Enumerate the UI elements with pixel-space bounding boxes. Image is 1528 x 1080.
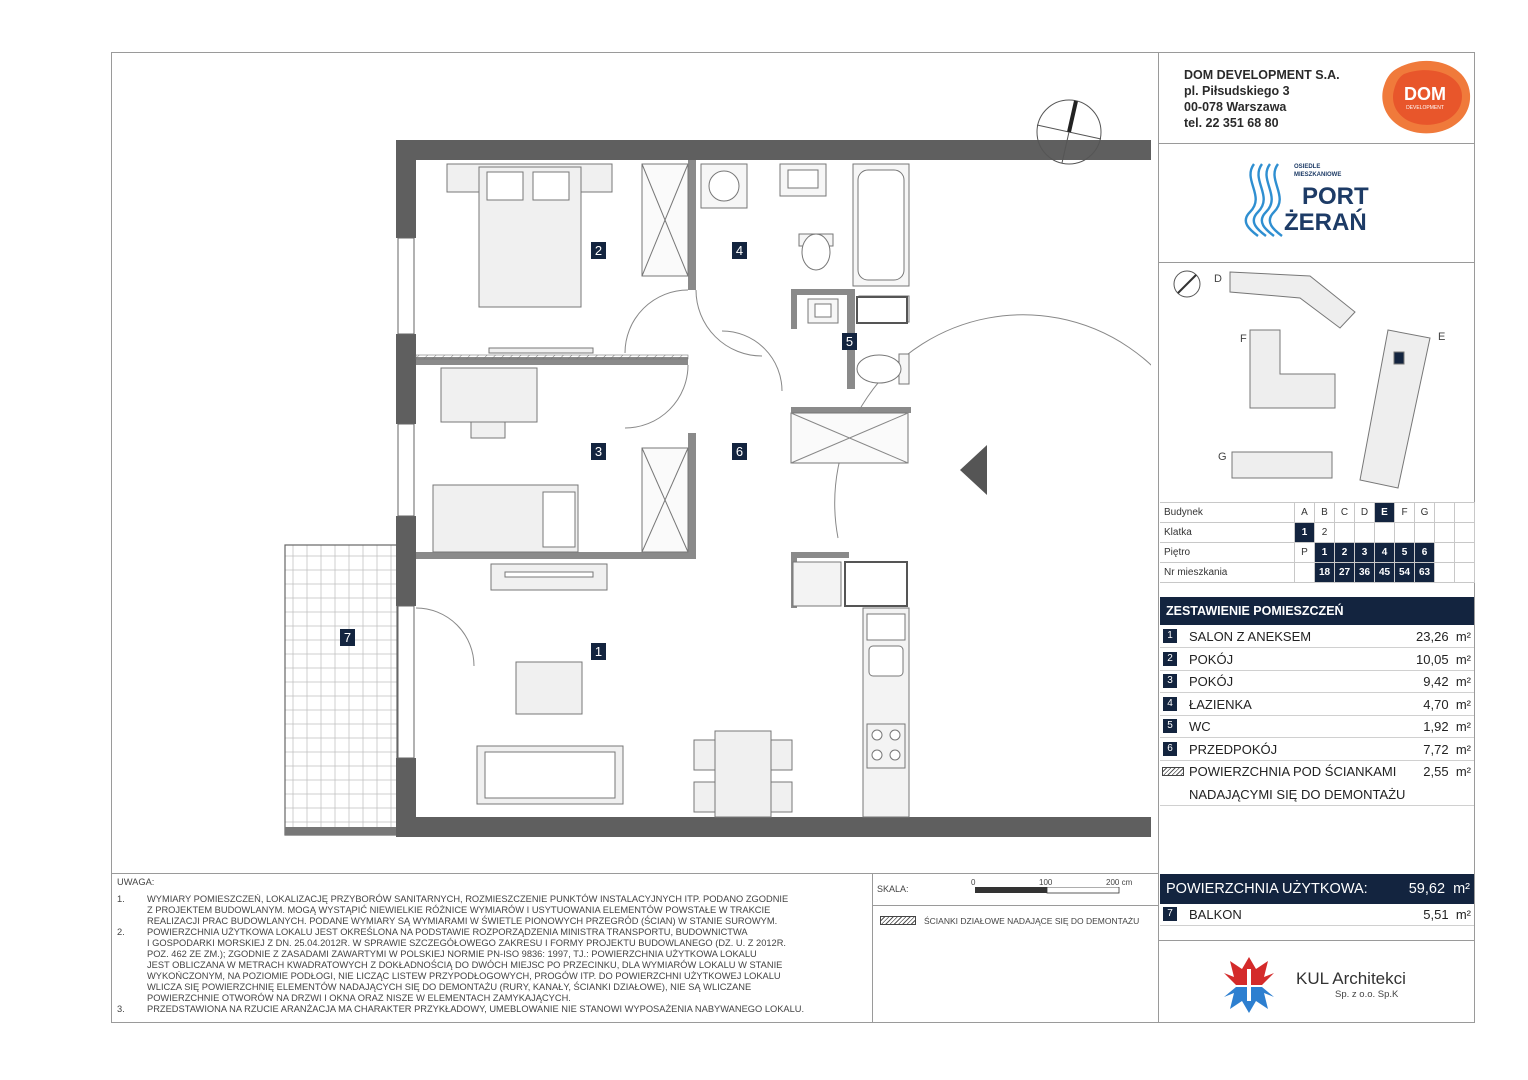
location-cell bbox=[1435, 523, 1455, 543]
room-num: 1 bbox=[1163, 629, 1177, 643]
site-label-g: G bbox=[1218, 451, 1227, 463]
location-cell: 63 bbox=[1415, 563, 1435, 583]
note-item bbox=[117, 927, 869, 1004]
room-area: 9,42 m² bbox=[1423, 674, 1471, 689]
location-row-label: Budynek bbox=[1160, 503, 1295, 523]
balcony-area bbox=[285, 545, 397, 835]
kul-architekci-logo bbox=[1222, 955, 1276, 1015]
site-label-f: F bbox=[1240, 333, 1247, 345]
location-cell bbox=[1415, 523, 1435, 543]
location-cell: 36 bbox=[1355, 563, 1375, 583]
dom-logo-sub: DEVELOPMENT bbox=[1406, 105, 1444, 111]
location-cell: 18 bbox=[1315, 563, 1335, 583]
room-row bbox=[1160, 716, 1474, 738]
location-row-label: Nr mieszkania bbox=[1160, 563, 1295, 583]
note-line: I GOSPODARKI MORSKIEJ Z DN. 25.04.2012R. W SPRAWIE SZCZEGÓŁOWEGO ZAKRESU I FORMY PROJEKTU BUDOWLANEGO (DZ. U. Z 2012R. bbox=[147, 938, 787, 948]
room-num: 5 bbox=[1163, 719, 1177, 733]
location-cell: F bbox=[1395, 503, 1415, 523]
location-cell: 2 bbox=[1315, 523, 1335, 543]
architect-name: KUL Architekci bbox=[1296, 969, 1406, 988]
company-city: 00-078 Warszawa bbox=[1184, 100, 1287, 114]
location-cell bbox=[1395, 523, 1415, 543]
balcony-num: 7 bbox=[1163, 907, 1177, 921]
location-cell bbox=[1375, 523, 1395, 543]
note-line: WYKOŃCZONYM, NA POZIOMIE PODŁOGI, NIE LICZĄC LISTEW PRZYPODŁOGOWYCH, PROGÓW ITP. DO POWIERZCHNI UŻYTKOWEJ LOKALU bbox=[147, 971, 781, 981]
location-cell: P bbox=[1295, 543, 1315, 563]
walls-label-line1: POWIERZCHNIA POD ŚCIANKAMI bbox=[1189, 764, 1397, 779]
note-number: 1. bbox=[117, 894, 125, 904]
location-cell: G bbox=[1415, 503, 1435, 523]
notes-block bbox=[117, 877, 869, 1015]
note-item bbox=[117, 1004, 869, 1015]
location-row bbox=[1160, 563, 1475, 583]
room-num: 3 bbox=[1163, 674, 1177, 688]
floor-plan bbox=[111, 52, 1151, 872]
location-cell: C bbox=[1335, 503, 1355, 523]
scale-bar bbox=[975, 887, 1145, 901]
note-line: POWIERZCHNIE OTWORÓW NA DRZWI I OKNA ORAZ NISZE W ELEMENTACH ZAMYKAJĄCYCH. bbox=[147, 993, 571, 1003]
estate-name2: ŻERAŃ bbox=[1284, 209, 1367, 236]
note-line: POWIERZCHNIA UŻYTKOWA LOKALU JEST OKREŚLONA NA PODSTAWIE ROZPORZĄDZENIA MINISTRA TRANSPORTU, BUDOWNICTWA bbox=[147, 927, 748, 937]
location-row-label: Klatka bbox=[1160, 523, 1295, 543]
site-compass-icon bbox=[1174, 271, 1200, 297]
room-num: 4 bbox=[1163, 697, 1177, 711]
company-phone: tel. 22 351 68 80 bbox=[1184, 116, 1279, 130]
company-street: pl. Piłsudskiego 3 bbox=[1184, 84, 1290, 98]
walls-area: 2,55 m² bbox=[1423, 764, 1471, 779]
location-cell bbox=[1455, 543, 1475, 563]
room-label-6: 6 bbox=[735, 444, 744, 459]
note-line: Z PROJEKTEM BUDOWLANYM. MOGĄ WYSTĄPIĆ NIEWIELKIE RÓŻNICE WYMIARÓW I USYTUOWANIA ELEMENTÓW POWSTAŁE W TRAKCIE bbox=[147, 905, 771, 915]
walls-legend-text: ŚCIANKI DZIAŁOWE NADAJĄCE SIĘ DO DEMONTAŻU bbox=[924, 916, 1140, 926]
room-label-3: 3 bbox=[594, 444, 603, 459]
total-label: POWIERZCHNIA UŻYTKOWA: bbox=[1166, 881, 1368, 897]
scale-tick-100: 100 bbox=[1039, 878, 1053, 887]
location-cell: A bbox=[1295, 503, 1315, 523]
location-row bbox=[1160, 503, 1475, 523]
estate-line2: MIESZKANIOWE bbox=[1294, 172, 1342, 178]
location-cell: 6 bbox=[1415, 543, 1435, 563]
location-cell bbox=[1455, 503, 1475, 523]
divider-vertical bbox=[1158, 52, 1159, 1023]
note-line: WYMIARY POMIESZCZEŃ, LOKALIZACJĘ PRZYBORÓW SANITARNYCH, ROZMIESZCZENIE PUNKTÓW INSTALACYJNYCH ITP. PODANO ZGODNIE bbox=[147, 894, 789, 904]
estate-name1: PORT bbox=[1302, 183, 1369, 210]
location-row-label: Piętro bbox=[1160, 543, 1295, 563]
note-line: POZ. 462 ZE ZM.); ZGODNIE Z ZASADAMI ZAWARTYMI W POLSKIEJ NORMIE PN-ISO 9836: 1997, TJ.: POWIERZCHNIA UŻYTKOWA LOKALU bbox=[147, 949, 757, 959]
room-name: PRZEDPOKÓJ bbox=[1189, 741, 1278, 757]
note-number: 3. bbox=[117, 1004, 125, 1014]
notes-heading: UWAGA: bbox=[117, 877, 155, 887]
location-cell bbox=[1455, 523, 1475, 543]
location-table bbox=[1160, 502, 1475, 583]
total-area-row bbox=[1160, 874, 1474, 904]
hatch-swatch bbox=[1162, 767, 1184, 776]
room-label-7: 7 bbox=[343, 630, 352, 645]
room-area: 10,05 m² bbox=[1416, 651, 1471, 667]
divider-legend bbox=[872, 905, 1158, 906]
location-cell: 1 bbox=[1315, 543, 1335, 563]
walls-legend-swatch bbox=[880, 916, 916, 925]
rooms-heading: ZESTAWIENIE POMIESZCZEŃ bbox=[1160, 597, 1474, 625]
location-cell bbox=[1335, 523, 1355, 543]
divider-header bbox=[1158, 143, 1475, 144]
dom-development-logo bbox=[1378, 58, 1472, 136]
room-num: 2 bbox=[1163, 652, 1177, 666]
location-row bbox=[1160, 523, 1475, 543]
balcony-row bbox=[1160, 904, 1474, 926]
room-labels bbox=[340, 242, 857, 660]
site-label-d: D bbox=[1214, 273, 1222, 285]
room-row bbox=[1160, 649, 1474, 671]
location-cell bbox=[1435, 543, 1455, 563]
room-name: WC bbox=[1189, 719, 1211, 734]
note-line: PRZEDSTAWIONA NA RZUCIE ARANŻACJA MA CHARAKTER PRZYKŁADOWY, UMEBLOWANIE NIE STANOWI WYPOSAŻENIA NABYWANEGO LOKALU. bbox=[147, 1004, 805, 1014]
total-area: 59,62 m² bbox=[1408, 881, 1470, 897]
location-cell: 54 bbox=[1395, 563, 1415, 583]
location-cell: B bbox=[1315, 503, 1335, 523]
note-number: 2. bbox=[117, 927, 125, 937]
port-zeran-logo bbox=[1240, 160, 1400, 240]
room-num: 6 bbox=[1163, 742, 1177, 756]
location-cell: 4 bbox=[1375, 543, 1395, 563]
note-line: REALIZACJI PRAC BUDOWLANYCH. PODANE WYMIARY SĄ WYMIARAMI W ŚWIETLE PIONOWYCH PRZEGRÓD (ŚCIAN) W STANIE SUROWYM. bbox=[147, 916, 778, 926]
site-label-e: E bbox=[1438, 331, 1446, 343]
room-name: POKÓJ bbox=[1189, 651, 1234, 667]
divider-scale bbox=[872, 873, 873, 1023]
location-cell: D bbox=[1355, 503, 1375, 523]
walls-row bbox=[1160, 761, 1474, 783]
location-cell: 3 bbox=[1355, 543, 1375, 563]
room-label-5: 5 bbox=[845, 334, 854, 349]
room-area: 4,70 m² bbox=[1423, 696, 1471, 712]
room-name: ŁAZIENKA bbox=[1189, 696, 1252, 712]
site-map bbox=[1160, 262, 1474, 498]
location-cell bbox=[1435, 503, 1455, 523]
scale-tick-200: 200 cm bbox=[1106, 878, 1133, 887]
location-cell bbox=[1435, 563, 1455, 583]
room-row bbox=[1160, 671, 1474, 693]
location-cell: 2 bbox=[1335, 543, 1355, 563]
company-name: DOM DEVELOPMENT S.A. bbox=[1184, 68, 1340, 82]
room-row bbox=[1160, 739, 1474, 761]
room-area: 7,72 m² bbox=[1423, 741, 1471, 757]
note-item bbox=[117, 894, 869, 927]
estate-line1: OSIEDLE bbox=[1294, 164, 1321, 170]
dom-logo-text: DOM bbox=[1404, 84, 1446, 104]
divider-notes bbox=[111, 873, 1158, 874]
room-row bbox=[1160, 626, 1474, 648]
location-cell bbox=[1455, 563, 1475, 583]
scale-tick-0: 0 bbox=[971, 878, 976, 887]
room-label-4: 4 bbox=[735, 243, 744, 258]
location-cell bbox=[1295, 563, 1315, 583]
location-cell: 45 bbox=[1375, 563, 1395, 583]
room-area: 23,26 m² bbox=[1416, 629, 1471, 644]
room-name: POKÓJ bbox=[1189, 674, 1234, 689]
company-info bbox=[1184, 67, 1340, 131]
room-row bbox=[1160, 694, 1474, 716]
architect-sub: Sp. z o.o. Sp.K bbox=[1335, 989, 1399, 1000]
room-label-2: 2 bbox=[594, 243, 603, 258]
location-cell: E bbox=[1375, 503, 1395, 523]
scale-label: SKALA: bbox=[877, 884, 909, 894]
location-row bbox=[1160, 543, 1475, 563]
walls-row-line2 bbox=[1160, 784, 1474, 806]
location-cell: 1 bbox=[1295, 523, 1315, 543]
location-cell: 27 bbox=[1335, 563, 1355, 583]
location-cell: 5 bbox=[1395, 543, 1415, 563]
balcony-name: BALKON bbox=[1189, 907, 1242, 922]
room-area: 1,92 m² bbox=[1423, 719, 1471, 734]
walls-label-line2: NADAJĄCYMI SIĘ DO DEMONTAŻU bbox=[1189, 787, 1406, 802]
room-name: SALON Z ANEKSEM bbox=[1189, 629, 1312, 644]
note-line: WLICZA SIĘ POWIERZCHNIĘ ELEMENTÓW NADAJĄCYCH SIĘ DO DEMONTAŻU (RURY, KANAŁY, ŚCIANKI DZIAŁOWE), NIE SĄ WLICZANE bbox=[147, 982, 752, 992]
divider-architect bbox=[1158, 940, 1475, 941]
balcony-area-value: 5,51 m² bbox=[1423, 907, 1471, 922]
note-line: JEST OBLICZANA W METRACH KWADRATOWYCH Z DOKŁADNOŚCIĄ DO DWÓCH MIEJSC PO PRZECINKU, DLA WYMIARÓW LOKALU W STANIE bbox=[147, 960, 783, 970]
room-label-1: 1 bbox=[594, 644, 603, 659]
location-cell bbox=[1355, 523, 1375, 543]
